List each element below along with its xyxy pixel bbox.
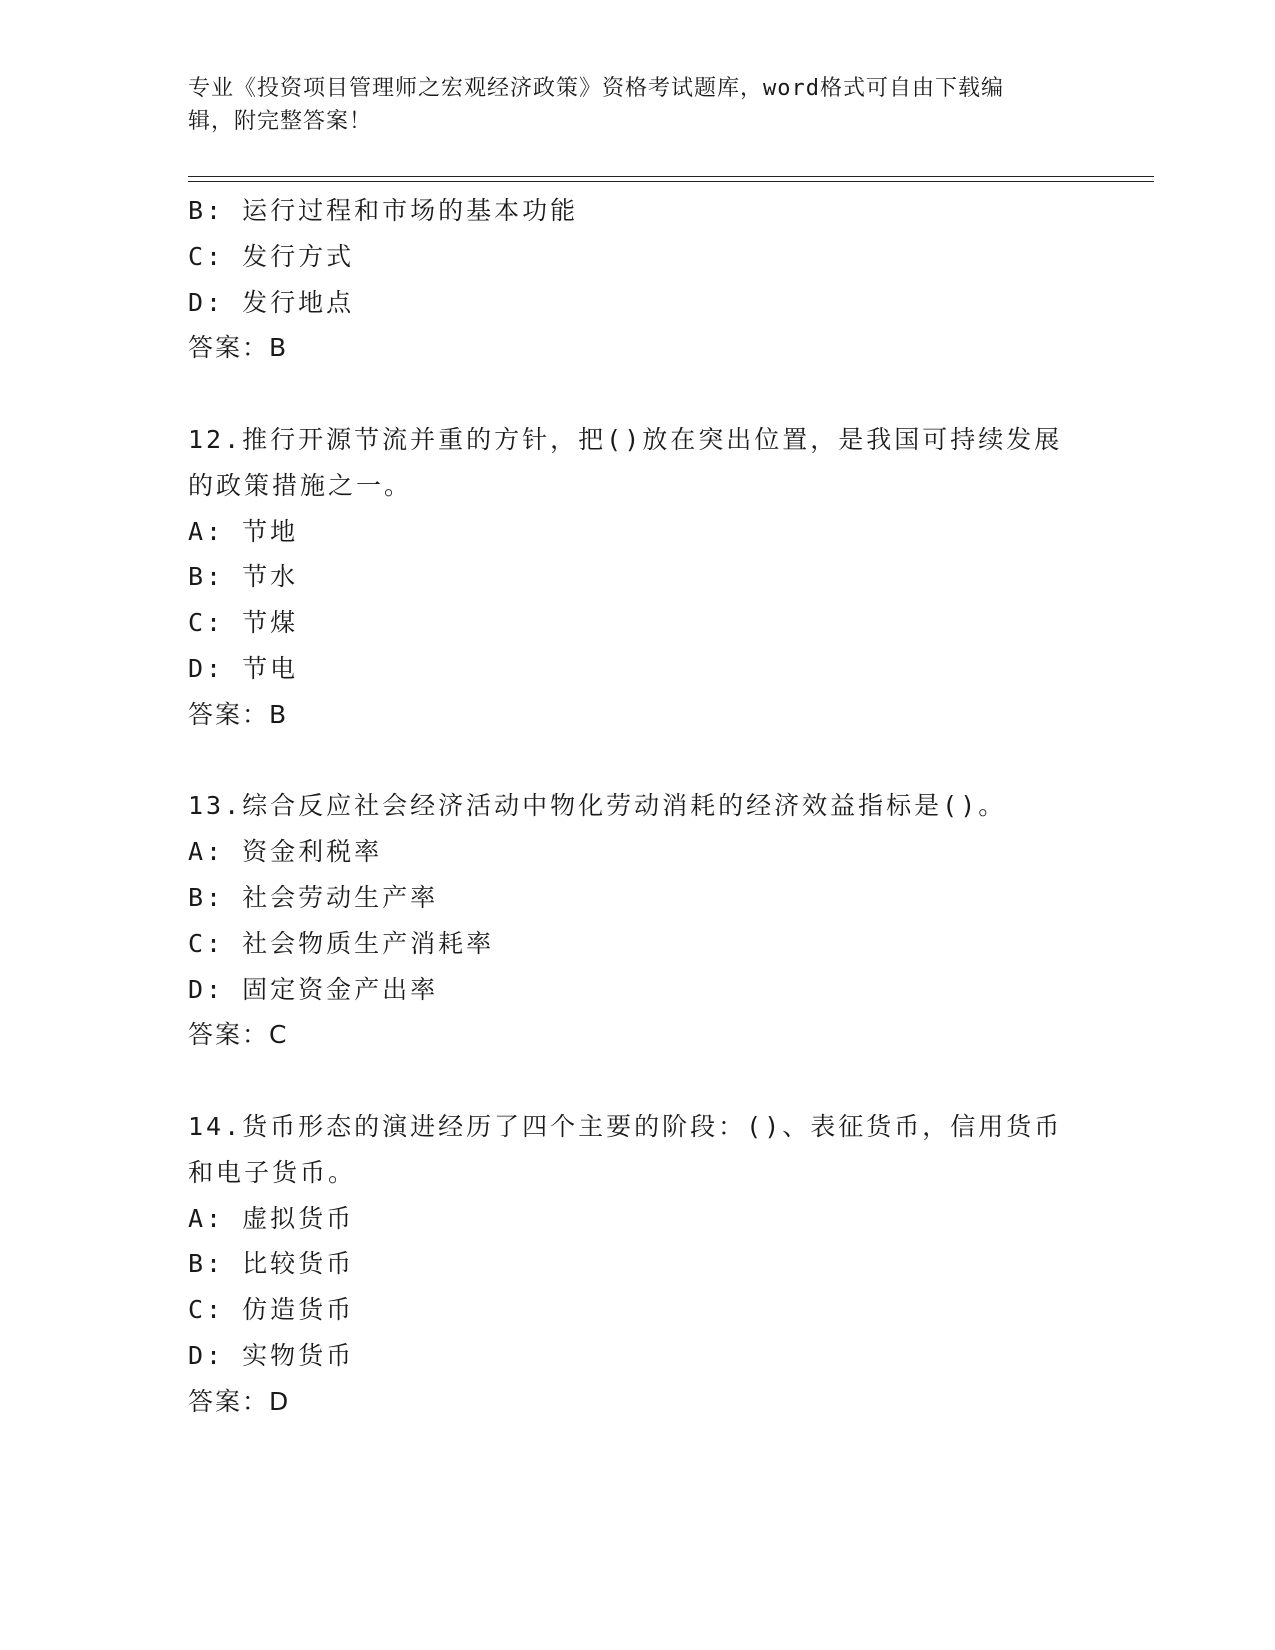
question-stem-line: 14.货币形态的演进经历了四个主要的阶段：()、表征货币，信用货币 bbox=[188, 1111, 1063, 1141]
option-c: C: 节煤 bbox=[188, 608, 299, 638]
option-d: D: 节电 bbox=[188, 653, 299, 683]
question-spacer bbox=[188, 738, 1088, 784]
question-stem-line: 的政策措施之一。 bbox=[188, 470, 413, 500]
answer-line: 答案：D bbox=[188, 1386, 291, 1416]
header-divider-bottom bbox=[188, 181, 1154, 182]
question-stem-line: 12.推行开源节流并重的方针，把()放在突出位置，是我国可持续发展 bbox=[188, 424, 1063, 454]
question-content bbox=[188, 188, 1088, 1425]
header-line-2: 辑，附完整答案！ bbox=[188, 109, 373, 134]
question-spacer bbox=[188, 371, 1088, 417]
question-stem-line: 13.综合反应社会经济活动中物化劳动消耗的经济效益指标是()。 bbox=[188, 791, 1007, 821]
option-c: C: 发行方式 bbox=[188, 241, 355, 271]
option-c: C: 社会物质生产消耗率 bbox=[188, 928, 495, 958]
option-d: D: 实物货币 bbox=[188, 1340, 355, 1370]
question-12 bbox=[188, 417, 1088, 738]
option-b: B: 社会劳动生产率 bbox=[188, 882, 439, 912]
question-14 bbox=[188, 1104, 1088, 1425]
option-d: D: 固定资金产出率 bbox=[188, 974, 439, 1004]
document-header bbox=[188, 72, 1088, 138]
answer-line: 答案：C bbox=[188, 1020, 289, 1050]
option-a: A: 虚拟货币 bbox=[188, 1203, 355, 1233]
header-divider-top bbox=[188, 176, 1154, 177]
answer-line: 答案：B bbox=[188, 333, 289, 363]
question-13 bbox=[188, 783, 1088, 1058]
question-11-continued bbox=[188, 188, 1088, 371]
option-b: B: 节水 bbox=[188, 562, 299, 592]
header-line-1: 专业《投资项目管理师之宏观经济政策》资格考试题库，word格式可自由下载编 bbox=[188, 76, 1004, 101]
option-c: C: 仿造货币 bbox=[188, 1295, 355, 1325]
option-b: B: 比较货币 bbox=[188, 1249, 355, 1279]
question-spacer bbox=[188, 1058, 1088, 1104]
answer-line: 答案：B bbox=[188, 699, 289, 729]
option-a: A: 资金利税率 bbox=[188, 837, 383, 867]
option-d: D: 发行地点 bbox=[188, 287, 355, 317]
option-b: B: 运行过程和市场的基本功能 bbox=[188, 196, 579, 225]
option-a: A: 节地 bbox=[188, 516, 299, 546]
question-stem-line: 和电子货币。 bbox=[188, 1157, 357, 1187]
